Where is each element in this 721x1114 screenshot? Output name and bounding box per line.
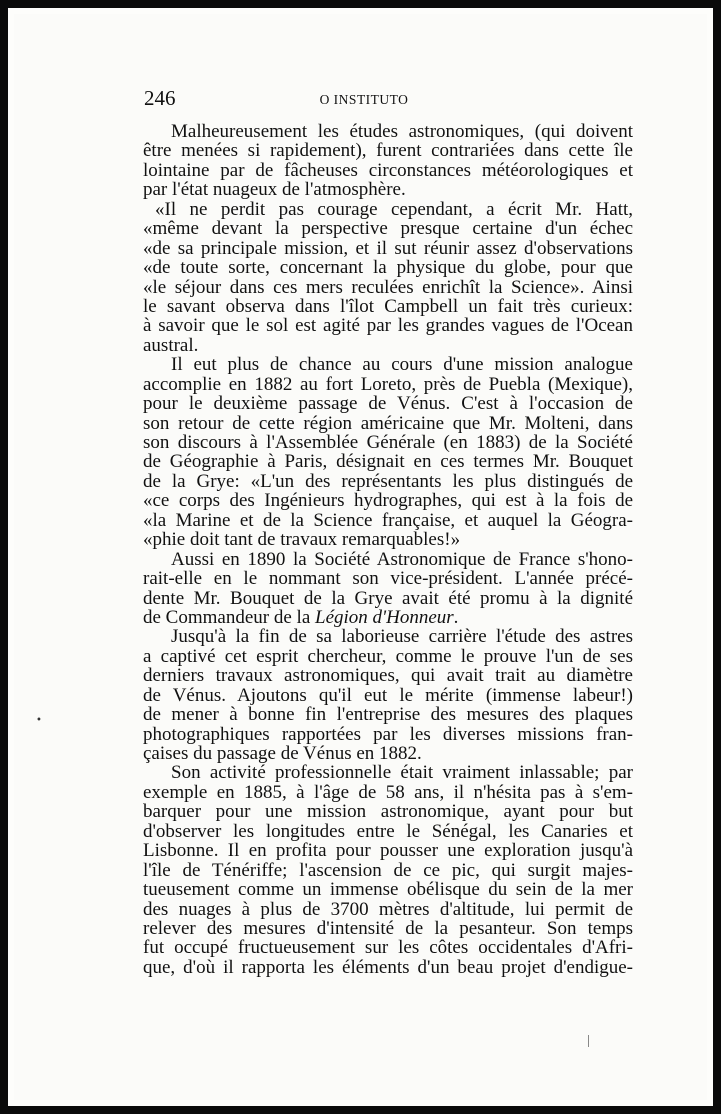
text-line (143, 783, 633, 802)
text-line (143, 414, 633, 433)
text-line (143, 822, 633, 841)
text-run: «Il ne perdit pas courage cependant, a écrit Mr. Hatt, (155, 198, 633, 220)
text-line (143, 627, 633, 646)
text-line (143, 375, 633, 394)
text-line (143, 647, 633, 666)
text-run: Malheureusement les études astronomiques, (qui doivent (171, 121, 633, 142)
margin-mark: • (36, 715, 42, 726)
text-line (143, 452, 633, 471)
running-title: O INSTITUTO (319, 92, 409, 107)
page-number: 246 (144, 86, 176, 110)
text-run: Son activité professionnelle était vraiment inlassable; par (171, 762, 633, 784)
text-run: à savoir que le sol est agité par les grandes vagues de l'Ocean (143, 315, 633, 337)
text-line (143, 530, 633, 549)
text-line (143, 958, 633, 977)
text-run: rait-elle en le nommant son vice-président. L'année précé- (143, 568, 633, 590)
text-run: lointaine par de fâcheuses circonstances météorologiques et (143, 159, 633, 181)
text-run: Il eut plus de chance au cours d'une mission analogue (171, 354, 633, 376)
margin-tick (588, 1035, 589, 1047)
text-line (143, 472, 633, 491)
text-run: par l'état nuageux de l'atmosphère. (143, 179, 406, 201)
text-line (143, 122, 633, 141)
text-run: «le séjour dans ces mers reculées enrichît la Science». Ainsi (143, 276, 633, 298)
text-line (143, 938, 633, 957)
text-run: des nuages à plus de 3700 mètres d'altitude, lui permit de (143, 898, 633, 920)
text-run: être menées si rapidement), furent contrariées dans cette île (143, 140, 633, 162)
text-run: son retour de cette région américaine que Mr. Molteni, dans (143, 412, 633, 434)
text-line (143, 219, 633, 238)
text-line (143, 608, 633, 627)
text-run: «même devant la perspective presque certaine d'un échec (143, 218, 633, 240)
text-line (143, 686, 633, 705)
text-line (143, 491, 633, 510)
text-line (143, 919, 633, 938)
text-line (143, 239, 633, 258)
text-line (143, 433, 633, 452)
text-run: l'île de Ténériffe; l'ascension de ce pic, qui surgit majes- (143, 859, 633, 881)
text-run: a captivé cet esprit chercheur, comme le prouve l'un de ses (143, 645, 633, 667)
text-run: fut occupé fructueusement sur les côtes occidentales d'Afri- (143, 937, 633, 959)
text-run: Aussi en 1890 la Société Astronomique de France s'hono- (171, 548, 633, 570)
text-line (143, 744, 633, 763)
text-run: de la Grye: «L'un des représentants les plus distingués de (143, 470, 633, 492)
text-run: relever des mesures d'intensité de la pesanteur. Son temps (143, 917, 633, 939)
text-run: de Commandeur de la (143, 606, 316, 628)
text-run: «ce corps des Ingénieurs hydrographes, qui est à la fois de (143, 490, 633, 512)
text-run: Jusqu'à la fin de sa laborieuse carrière l'étude des astres (171, 626, 633, 648)
text-run-end: . (453, 606, 459, 628)
text-line (143, 180, 633, 199)
body-text (143, 122, 633, 977)
text-line (143, 511, 633, 530)
text-run: de mener à bonne fin l'entreprise des mesures des plaques (143, 704, 633, 726)
text-line (143, 802, 633, 821)
text-run: accomplie en 1882 au fort Loreto, près de Puebla (Mexique), (143, 373, 633, 395)
italic-text: Légion d'Honneur (315, 606, 454, 628)
text-run: derniers travaux astronomiques, qui avait trait au diamètre (143, 665, 633, 687)
text-run: «phie doit tant de travaux remarquables!» (143, 529, 461, 551)
text-line (143, 278, 633, 297)
text-line (143, 550, 633, 569)
text-run: dente Mr. Bouquet de la Grye avait été promu à la dignité (143, 587, 633, 609)
text-run: austral. (143, 334, 199, 356)
text-run: le savant observa dans l'îlot Campbell un fait très curieux: (143, 295, 633, 317)
text-line (143, 569, 633, 588)
text-line (143, 900, 633, 919)
text-run: «la Marine et de la Science française, et auquel la Géogra- (143, 509, 633, 531)
text-run: Lisbonne. Il en profita pour pousser une exploration jusqu'à (143, 840, 633, 862)
text-line (143, 336, 633, 355)
text-run: de Géographie à Paris, désignait en ces termes Mr. Bouquet (143, 451, 633, 473)
text-line (143, 355, 633, 374)
text-line (143, 880, 633, 899)
text-line (143, 297, 633, 316)
text-run: son discours à l'Assemblée Générale (en 1883) de la Société (143, 432, 633, 453)
text-line (143, 705, 633, 724)
text-line (143, 666, 633, 685)
text-run: d'observer les longitudes entre le Sénégal, les Canaries et (143, 820, 633, 842)
text-run: barquer pour une mission astronomique, ayant pour but (143, 801, 633, 823)
text-line (143, 141, 633, 160)
text-line (143, 725, 633, 744)
text-line (143, 763, 633, 782)
text-run: exemple en 1885, à l'âge de 58 ans, il n'hésita pas à s'em- (143, 781, 633, 803)
text-run: «de sa principale mission, et il sut réunir assez d'observations (143, 237, 633, 259)
text-line (143, 161, 633, 180)
text-line (143, 316, 633, 335)
text-run: çaises du passage de Vénus en 1882. (143, 743, 422, 764)
text-run: tueusement comme un immense obélisque du sein de la mer (143, 879, 633, 901)
text-line (143, 861, 633, 880)
text-line (143, 394, 633, 413)
text-run: photographiques rapportées par les diverses missions fran- (143, 723, 633, 745)
text-run: de Vénus. Ajoutons qu'il eut le mérite (immense labeur!) (143, 684, 633, 706)
text-line (143, 841, 633, 860)
text-run: que, d'où il rapporta les éléments d'un beau projet d'endigue- (143, 956, 633, 978)
text-line (143, 200, 633, 219)
text-run: «de toute sorte, concernant la physique du globe, pour que (143, 257, 633, 279)
text-run: pour le deuxième passage de Vénus. C'est à l'occasion de (143, 393, 633, 415)
text-line (143, 258, 633, 277)
text-line (143, 589, 633, 608)
page-header (144, 86, 624, 116)
